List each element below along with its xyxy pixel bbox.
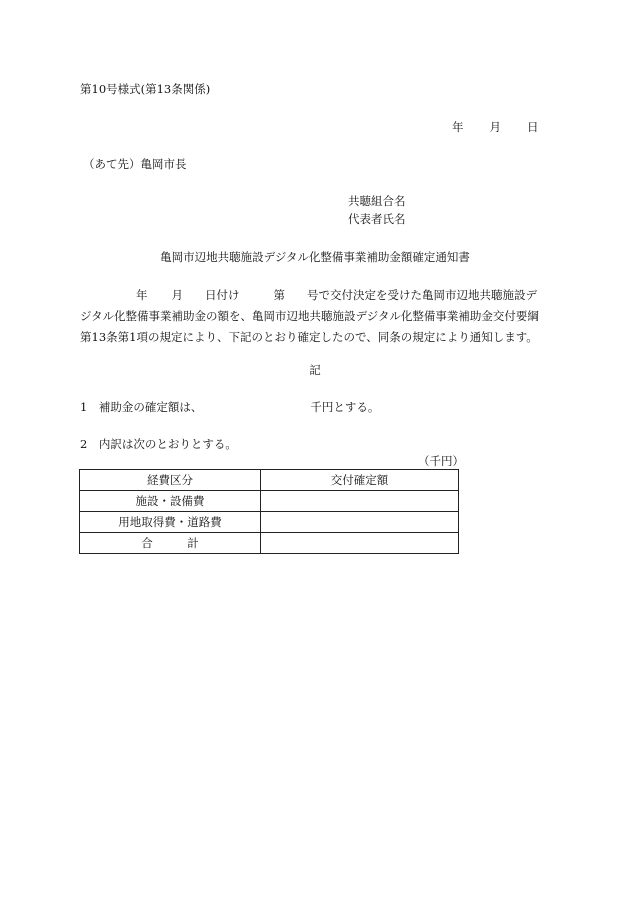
body-line2: ジタル化整備事業補助金の額を、亀岡市辺地共聴施設デジタル化整備事業補助金交付要綱	[80, 309, 539, 323]
date-line	[452, 119, 539, 135]
item-2: 2 内訳は次のとおりとする。	[80, 437, 237, 451]
header-category: 経費区分	[80, 470, 261, 491]
table-row	[80, 533, 459, 554]
form-number: 第10号様式(第13条関係)	[80, 82, 211, 96]
body-month: 月	[171, 288, 183, 302]
row-category: 施設・設備費	[80, 491, 261, 512]
body-year: 年	[136, 288, 148, 302]
breakdown-table	[79, 469, 459, 554]
union-name-label: 共聴組合名	[348, 194, 406, 208]
body-line1-rest: 号で交付決定を受けた亀岡市辺地共聴施設デ	[307, 288, 537, 302]
table-header-row	[80, 470, 459, 491]
row-amount	[261, 491, 459, 512]
date-year: 年	[452, 120, 464, 134]
row-amount	[261, 512, 459, 533]
body-line3: 第13条第1項の規定により、下記のとおり確定したので、同条の規定により通知します。	[80, 330, 538, 344]
representative-label: 代表者氏名	[348, 212, 406, 226]
unit-label: （千円）	[418, 454, 464, 468]
row-category: 用地取得費・道路費	[80, 512, 261, 533]
item-1-suffix: 千円とする。	[310, 400, 380, 414]
header-amount: 交付確定額	[261, 470, 459, 491]
table-row	[80, 512, 459, 533]
body-number-prefix: 第	[273, 288, 285, 302]
item-1	[80, 399, 379, 415]
body-day-dated: 日付け	[205, 288, 240, 302]
ki-heading: 記	[309, 363, 321, 377]
row-amount	[261, 533, 459, 554]
table-row	[80, 491, 459, 512]
date-day: 日	[527, 120, 539, 134]
document-title: 亀岡市辺地共聴施設デジタル化整備事業補助金額確定通知書	[160, 250, 470, 264]
item-1-prefix: 1 補助金の確定額は、	[80, 400, 203, 414]
body-text	[80, 285, 550, 348]
date-month: 月	[489, 120, 501, 134]
row-category: 合 計	[80, 533, 261, 554]
recipient: （あて先）亀岡市長	[83, 157, 187, 171]
